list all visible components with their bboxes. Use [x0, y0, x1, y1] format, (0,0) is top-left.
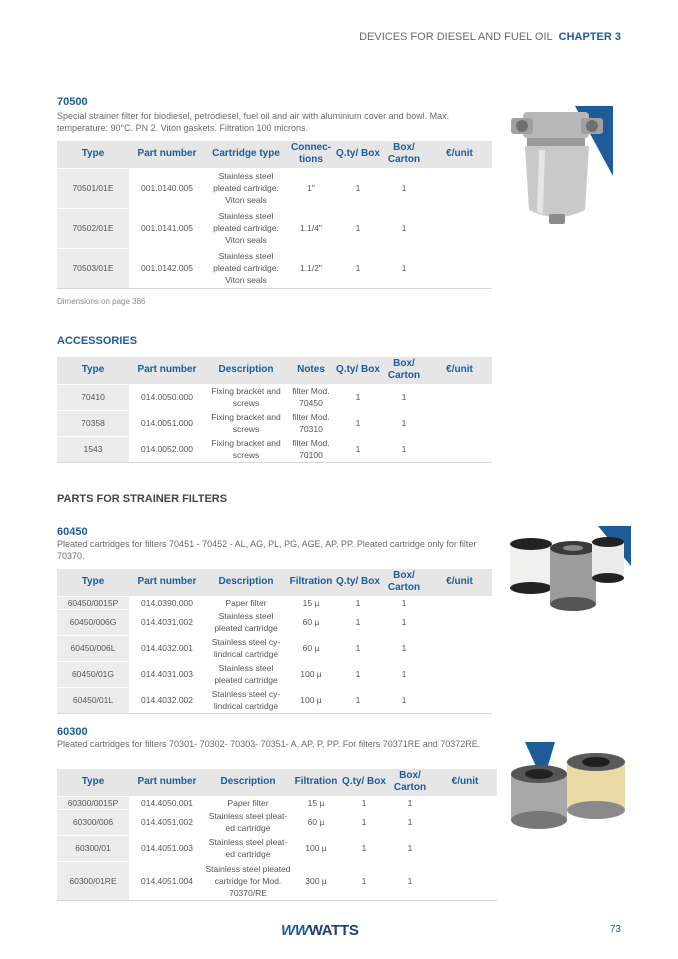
- table-cell: 1: [335, 661, 381, 687]
- table-cell: 1: [387, 835, 433, 861]
- table-cell: [427, 609, 492, 635]
- table-cell: Stainless steel pleated cartridge. Viton seals: [205, 208, 287, 248]
- table-cell: 1: [335, 436, 381, 462]
- table-cell: 15 µ: [291, 796, 341, 809]
- column-header: €/unit: [446, 364, 473, 376]
- table-row: [57, 635, 492, 661]
- table-cell: 014.4032.001: [129, 635, 205, 661]
- column-header: Filtration: [294, 776, 338, 788]
- table-cell: Stainless steel pleated cartridge: [205, 661, 287, 687]
- table-cell: [427, 687, 492, 713]
- column-header: €/unit: [446, 148, 473, 160]
- table-cell: 014.0052.000: [129, 436, 205, 462]
- table-cell: filter Mod. 70100: [287, 436, 335, 462]
- product-description-60450: Pleated cartridges for filters 70451 - 70452 - AL, AG, PL, PG, AGE, AP, PP. Pleated cartridge only for filter 70370.: [57, 539, 477, 561]
- column-header: Q.ty/ Box: [336, 148, 380, 160]
- column-header: Description: [218, 364, 274, 376]
- column-header: Part number: [137, 148, 197, 160]
- column-header: Q.ty/ Box: [342, 776, 386, 788]
- table-cell: 100 µ: [291, 835, 341, 861]
- table-cell: 1: [335, 609, 381, 635]
- table-cell: 60450/006G: [57, 609, 129, 635]
- table-row: [57, 168, 492, 208]
- column-header: €/unit: [451, 776, 479, 788]
- table-cell: 1: [341, 835, 387, 861]
- table-cell: 014.4051.004: [129, 861, 205, 900]
- table-cell: Stainless steel pleat-ed cartridge: [205, 835, 291, 861]
- table-cell: [427, 596, 492, 609]
- cartridges-60300-photo: [507, 742, 629, 830]
- table-row: [57, 609, 492, 635]
- column-header: Box/ Carton: [393, 770, 427, 794]
- table-cell: [427, 208, 492, 248]
- table-cell: 1: [381, 687, 427, 713]
- table-cell: Stainless steel pleated cartridge. Viton seals: [205, 168, 287, 208]
- table-cell: [433, 861, 497, 900]
- table-row: [57, 809, 497, 835]
- table-cell: 1: [381, 609, 427, 635]
- table-row: [57, 410, 492, 436]
- table-cell: 1: [387, 796, 433, 809]
- table-cell: 1: [341, 861, 387, 900]
- column-header: Part number: [137, 776, 197, 788]
- table-cell: 1: [335, 248, 381, 288]
- table-row: [57, 384, 492, 410]
- watts-logo-mark: WW: [281, 922, 309, 939]
- table-cell: 1.1/2": [287, 248, 335, 288]
- table-cell: Fixing bracket and screws: [205, 436, 287, 462]
- table-cell: 60450/01L: [57, 687, 129, 713]
- table-cell: 60300/01RE: [57, 861, 129, 900]
- table-cell: 1: [335, 384, 381, 410]
- table-70500: [57, 141, 492, 289]
- table-cell: [427, 635, 492, 661]
- table-cell: Paper filter: [205, 596, 287, 609]
- table-cell: 60 µ: [291, 809, 341, 835]
- table-cell: Fixing bracket and screws: [205, 384, 287, 410]
- table-cell: [427, 410, 492, 436]
- table-row: [57, 835, 497, 861]
- table-cell: 60300/01: [57, 835, 129, 861]
- table-cell: filter Mod. 70310: [287, 410, 335, 436]
- table-cell: 60 µ: [287, 635, 335, 661]
- table-cell: filter Mod. 70450: [287, 384, 335, 410]
- column-header: Q.ty/ Box: [336, 364, 380, 376]
- table-cell: Stainless steel pleated cartridge: [205, 609, 287, 635]
- column-header: Box/ Carton: [387, 142, 421, 166]
- table-cell: 1: [387, 809, 433, 835]
- table-cell: [427, 661, 492, 687]
- table-accessories: [57, 357, 492, 463]
- table-cell: 014.0050.000: [129, 384, 205, 410]
- table-cell: 60450/006L: [57, 635, 129, 661]
- product-code-60300: 60300: [57, 726, 88, 738]
- table-row: [57, 661, 492, 687]
- table-cell: 1: [381, 596, 427, 609]
- column-header: Type: [81, 148, 105, 160]
- strainer-filter-photo: [509, 106, 613, 232]
- table-cell: 014.4050.001: [129, 796, 205, 809]
- table-cell: 001.0141.005: [129, 208, 205, 248]
- table-cell: [433, 835, 497, 861]
- product-code-60450: 60450: [57, 526, 88, 538]
- table-cell: 70358: [57, 410, 129, 436]
- table-cell: 1543: [57, 436, 129, 462]
- table-row: [57, 248, 492, 288]
- table-cell: [427, 248, 492, 288]
- table-cell: Stainless steel cy-lindrical cartridge: [205, 635, 287, 661]
- product-description-70500: Special strainer filter for biodiesel, petrodiesel, fuel oil and air with aluminium cover and bowl. Max. temperature: 90°C. PN 2. Viton gaskets. Filtration 100 microns.: [57, 111, 450, 133]
- table-cell: Stainless steel cy-lindrical cartridge: [205, 687, 287, 713]
- watts-logo-text: WATTS: [308, 922, 359, 939]
- column-header: Type: [81, 576, 105, 588]
- table-cell: 1: [335, 687, 381, 713]
- table-row: [57, 796, 497, 809]
- column-header: Description: [218, 576, 274, 588]
- table-cell: 1.1/4": [287, 208, 335, 248]
- table-cell: 1: [335, 168, 381, 208]
- dimensions-note: Dimensions on page 386: [57, 297, 146, 306]
- column-header: Notes: [297, 364, 325, 376]
- column-header: Box/ Carton: [387, 358, 421, 382]
- table-cell: 70502/01E: [57, 208, 129, 248]
- table-cell: [427, 436, 492, 462]
- table-cell: 70501/01E: [57, 168, 129, 208]
- column-header: Box/ Carton: [387, 570, 421, 594]
- table-cell: 014.4031.002: [129, 609, 205, 635]
- table-cell: Paper filter: [205, 796, 291, 809]
- cartridges-60450-photo: [506, 526, 631, 616]
- table-row: [57, 436, 492, 462]
- table-cell: 1: [335, 410, 381, 436]
- accessories-title: ACCESSORIES: [57, 335, 138, 347]
- table-cell: 001.0140.005: [129, 168, 205, 208]
- table-cell: 1: [387, 861, 433, 900]
- column-header: Filtration: [289, 576, 333, 588]
- table-cell: 70503/01E: [57, 248, 129, 288]
- table-cell: 15 µ: [287, 596, 335, 609]
- table-cell: Stainless steel pleat-ed cartridge: [205, 809, 291, 835]
- table-cell: 100 µ: [287, 661, 335, 687]
- table-cell: 014.4051.002: [129, 809, 205, 835]
- table-cell: 014.0390.000: [129, 596, 205, 609]
- table-row: [57, 208, 492, 248]
- column-header: Description: [220, 776, 276, 788]
- column-header: Type: [81, 776, 105, 788]
- table-cell: 1: [381, 635, 427, 661]
- header-title: DEVICES FOR DIESEL AND FUEL OIL: [359, 31, 553, 43]
- table-cell: 1: [335, 635, 381, 661]
- product-description-60300: Pleated cartridges for filters 70301- 70302- 70303- 70351- A, AP, P, PP. For filters 70371RE and 70372RE.: [57, 739, 481, 749]
- table-row: [57, 687, 492, 713]
- parts-section-title: PARTS FOR STRAINER FILTERS: [57, 493, 228, 505]
- table-cell: 1: [381, 248, 427, 288]
- table-cell: [427, 168, 492, 208]
- table-cell: [427, 384, 492, 410]
- table-cell: 1: [381, 661, 427, 687]
- table-cell: 014.4051.003: [129, 835, 205, 861]
- chapter-label: CHAPTER 3: [558, 31, 621, 43]
- table-60300: [57, 769, 497, 901]
- column-header: Type: [81, 364, 105, 376]
- table-cell: Fixing bracket and screws: [205, 410, 287, 436]
- column-header: Connec-tions: [291, 142, 331, 166]
- table-cell: 014.0051.000: [129, 410, 205, 436]
- table-cell: 1: [381, 410, 427, 436]
- page-number: 73: [609, 924, 621, 935]
- column-header: Part number: [137, 576, 197, 588]
- table-cell: 100 µ: [287, 687, 335, 713]
- table-cell: 60 µ: [287, 609, 335, 635]
- table-row: [57, 596, 492, 609]
- table-cell: 001.0142.005: [129, 248, 205, 288]
- table-cell: 60450/0015P: [57, 596, 129, 609]
- table-cell: 60300/006: [57, 809, 129, 835]
- table-cell: [433, 809, 497, 835]
- table-cell: 1: [335, 208, 381, 248]
- table-cell: 1: [381, 208, 427, 248]
- table-cell: 60450/01G: [57, 661, 129, 687]
- table-cell: 60300/0015P: [57, 796, 129, 809]
- running-header: [0, 31, 621, 43]
- table-cell: 1: [335, 596, 381, 609]
- table-cell: Stainless steel pleated cartridge for Mod. 70370/RE: [205, 861, 291, 900]
- watts-logo: [281, 922, 359, 939]
- table-60450: [57, 569, 492, 714]
- table-cell: [433, 796, 497, 809]
- table-cell: 1: [381, 168, 427, 208]
- table-cell: 1: [341, 796, 387, 809]
- table-cell: 1: [341, 809, 387, 835]
- table-cell: 1: [381, 384, 427, 410]
- table-cell: 70410: [57, 384, 129, 410]
- column-header: Part number: [137, 364, 197, 376]
- product-code-70500: 70500: [57, 96, 88, 108]
- table-cell: 300 µ: [291, 861, 341, 900]
- column-header: Q.ty/ Box: [336, 576, 380, 588]
- table-cell: Stainless steel pleated cartridge. Viton seals: [205, 248, 287, 288]
- table-cell: 1: [381, 436, 427, 462]
- column-header: €/unit: [446, 576, 473, 588]
- table-cell: 014.4031.003: [129, 661, 205, 687]
- table-cell: 1": [287, 168, 335, 208]
- column-header: Cartridge type: [212, 148, 280, 160]
- table-row: [57, 861, 497, 900]
- table-cell: 014.4032.002: [129, 687, 205, 713]
